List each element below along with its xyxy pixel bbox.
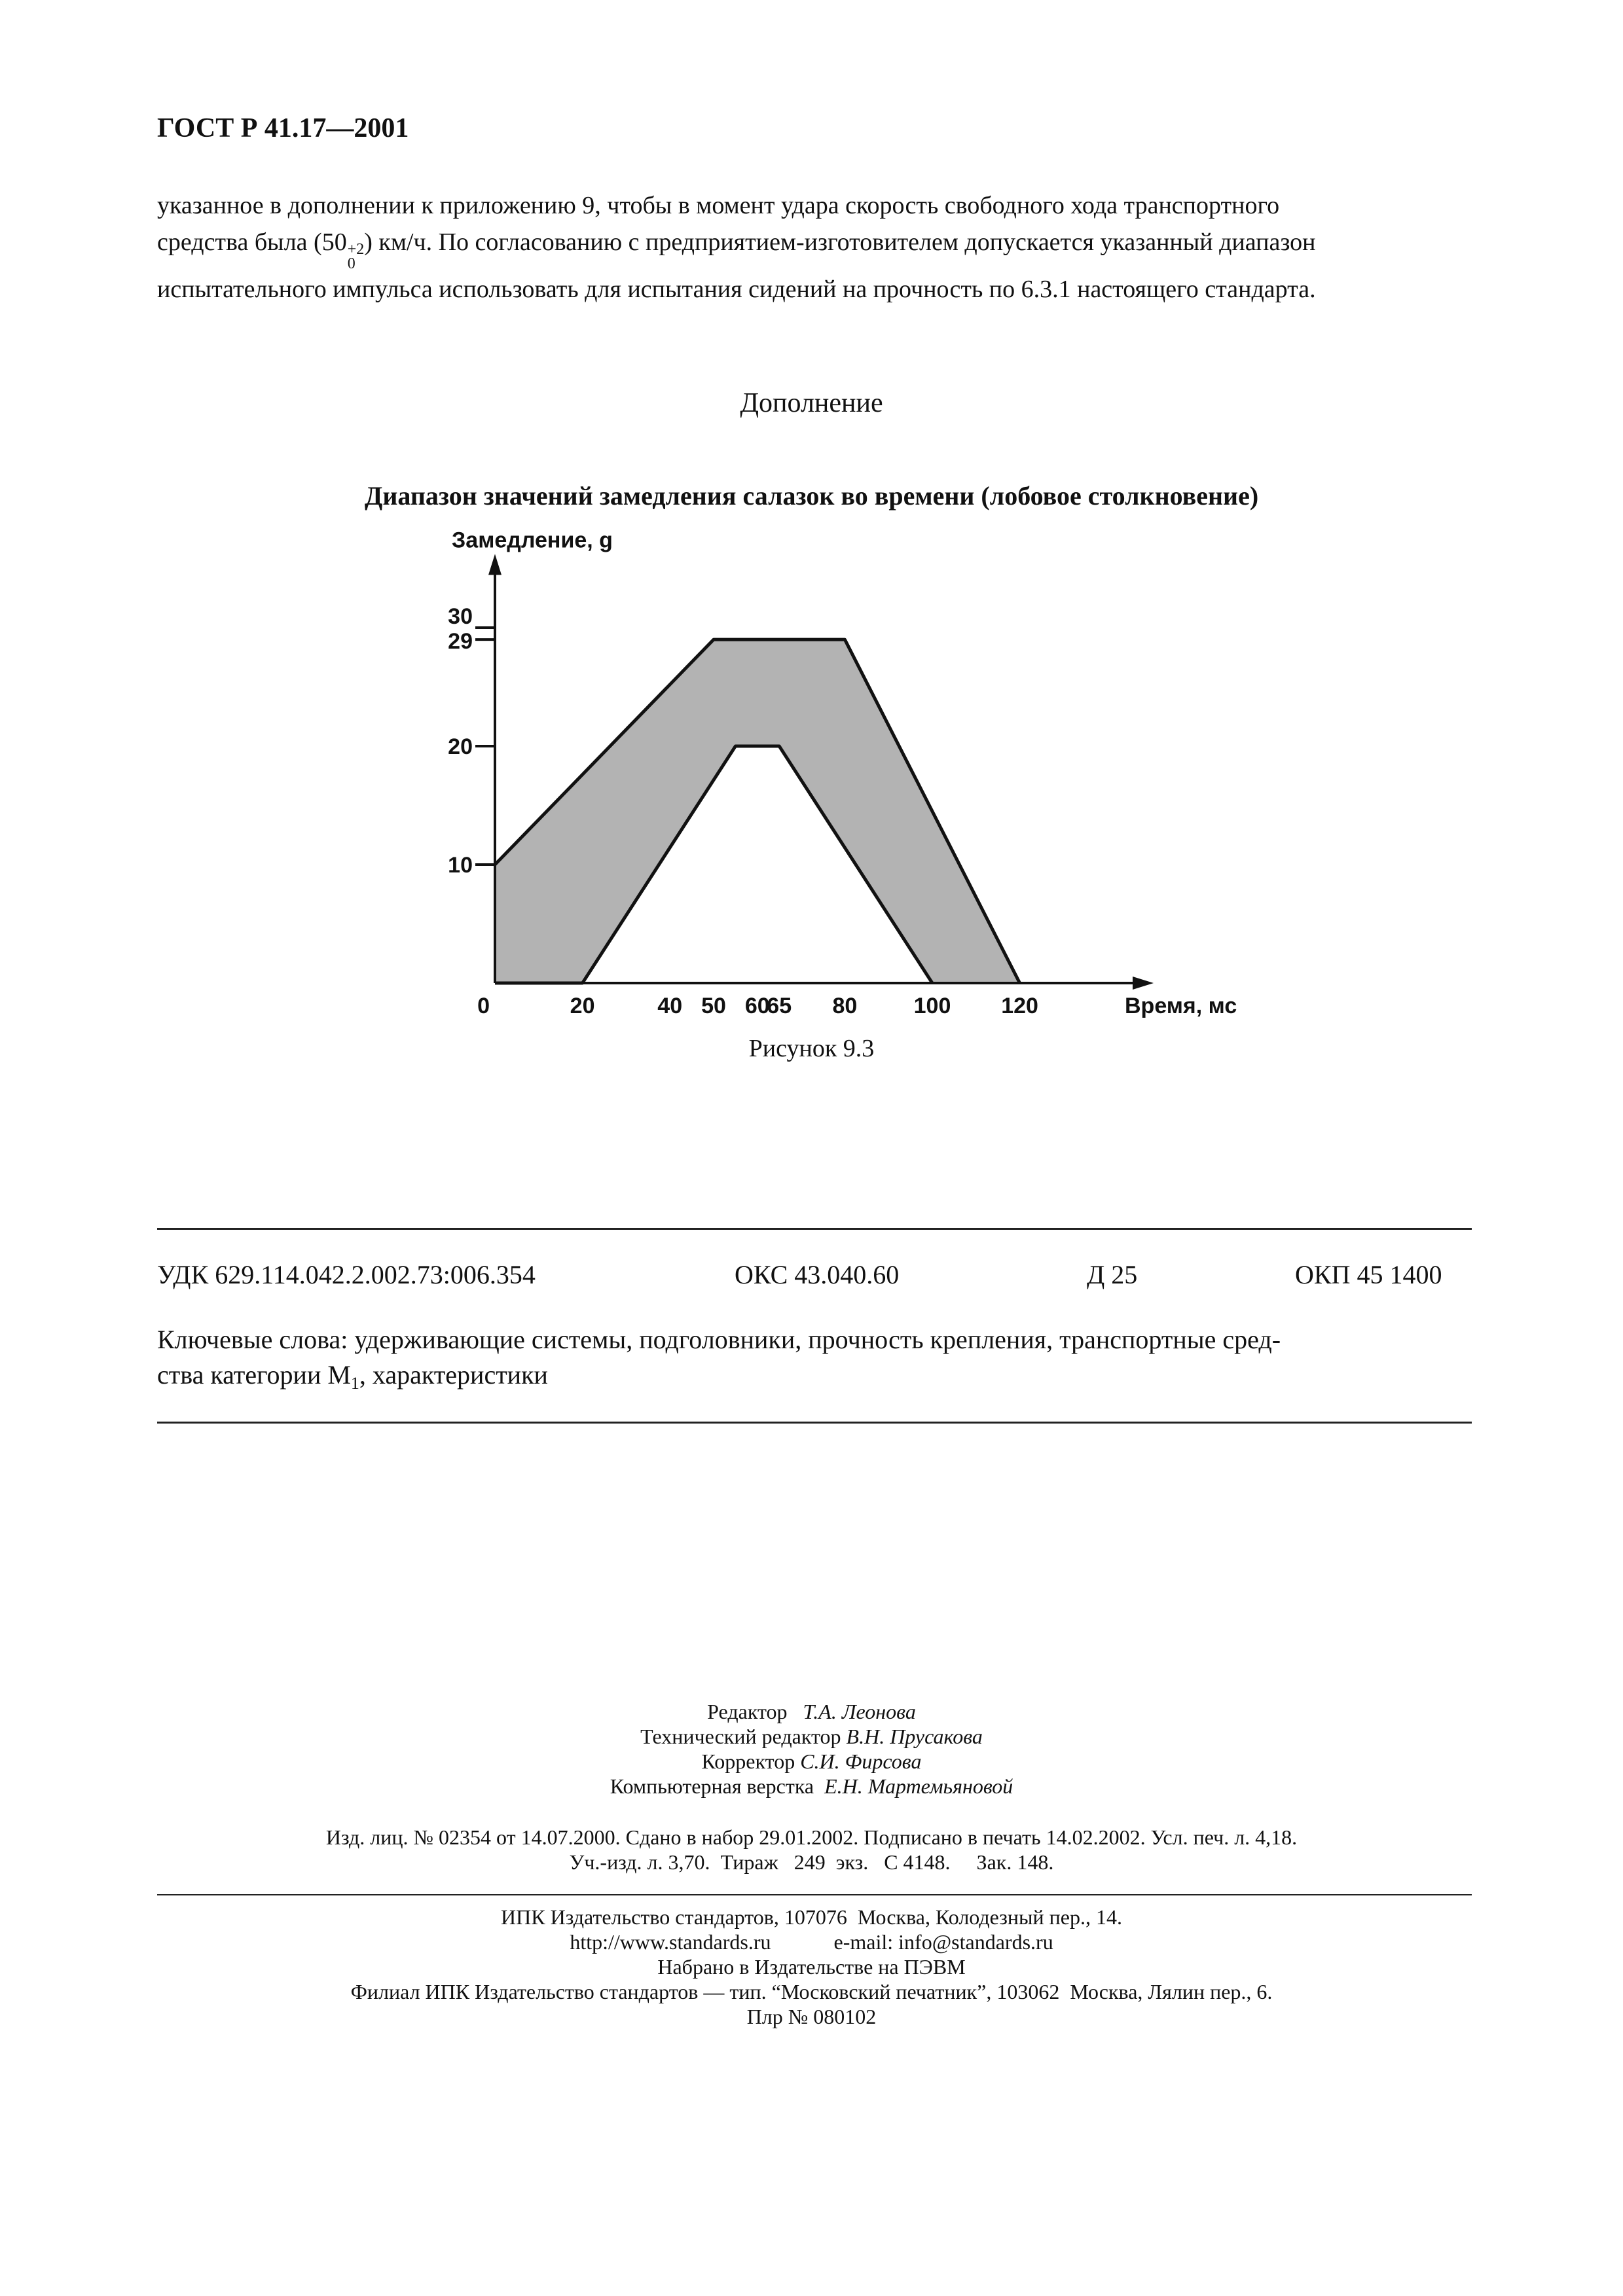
x-tick-label: 80 (832, 994, 858, 1018)
publisher-line-1: ИПК Издательство стандартов, 107076 Москва, Колодезный пер., 14. (501, 1905, 1122, 1929)
credit-tech-editor (0, 1724, 1623, 1749)
credit-editor-name: Т.А. Леонова (803, 1700, 916, 1723)
publisher-block (0, 1905, 1623, 2029)
okp-code: ОКП 45 1400 (1295, 1260, 1442, 1289)
divider-bottom (157, 1422, 1472, 1424)
imprint-line-2: Уч.-изд. л. 3,70. Тираж 249 экз. С 4148. Зак. 148. (569, 1850, 1054, 1874)
y-tick-label: 29 (448, 629, 473, 655)
imprint-line-1: Изд. лиц. № 02354 от 14.07.2000. Сдано в набор 29.01.2002. Подписано в печать 14.02.2002. Усл. печ. л. 4,18. (325, 1825, 1298, 1849)
oks-code: ОКС 43.040.60 (735, 1260, 900, 1289)
paragraph-line-2-end: ) км/ч. По согласованию с предприятием-изготовителем допускается указанный диапазон (364, 228, 1316, 256)
x-tick-label: 40 (657, 994, 683, 1018)
x-axis-arrow (1133, 977, 1154, 990)
figure-caption: Рисунок 9.3 (748, 1035, 875, 1062)
publisher-line-2: http://www.standards.ru e-mail: info@standards.ru (570, 1930, 1053, 1954)
tolerance-upper: +2 (347, 241, 365, 258)
x-tick-label: 60 (744, 994, 770, 1018)
credits-block (0, 1699, 1623, 1799)
x-tick-label: 50 (701, 994, 726, 1018)
paragraph-line-1: указанное в дополнении к приложению 9, чтобы в момент удара скорость свободного хода транспортного (157, 192, 1280, 219)
keywords (157, 1322, 1472, 1401)
credit-layout-label: Компьютерная верстка (610, 1774, 814, 1798)
publisher-line-3: Набрано в Издательстве на ПЭВМ (657, 1955, 966, 1979)
x-axis-title: Время, мс (1125, 994, 1237, 1018)
keywords-line-2-start: ства категории М (157, 1360, 351, 1390)
credit-editor (0, 1699, 1623, 1724)
credit-layout-name: Е.Н. Мартемьяновой (824, 1774, 1013, 1798)
credit-corrector-label: Корректор (701, 1749, 795, 1773)
publisher-line-4: Филиал ИПК Издательство стандартов — тип. “Московский печатник”, 103062 Москва, Лялин пер., 6. (350, 1980, 1273, 2003)
deceleration-chart (0, 0, 1623, 1034)
y-tick-group (448, 604, 495, 878)
figure-title: Диапазон значений замедления салазок во времени (лобовое столкновение) (364, 481, 1259, 511)
paragraph-line-2-start: средства была (50 (157, 228, 347, 256)
credit-corrector (0, 1749, 1623, 1774)
divider-imprint (157, 1894, 1472, 1895)
keywords-line-2-end: , характеристики (359, 1360, 548, 1390)
y-axis-title: Замедление, g (452, 528, 613, 553)
tolerance-lower: 0 (347, 255, 356, 272)
d-code: Д 25 (1087, 1260, 1138, 1289)
keywords-line-1: Ключевые слова: удерживающие системы, подголовники, прочность крепления, транспортные сред- (157, 1325, 1281, 1354)
credit-tech-label: Технический редактор (640, 1725, 841, 1748)
x-tick-group (477, 994, 1038, 1018)
credit-layout (0, 1774, 1623, 1799)
appendix-heading: Дополнение (740, 388, 883, 418)
document-id-header: ГОСТ Р 41.17—2001 (157, 113, 409, 143)
credit-corrector-name: С.И. Фирсова (800, 1749, 922, 1773)
x-tick-label: 0 (477, 994, 490, 1018)
x-tick-label: 20 (570, 994, 595, 1018)
deceleration-band-area (495, 639, 1020, 983)
x-tick-label: 65 (767, 994, 792, 1018)
y-tick-label: 20 (448, 734, 473, 759)
y-tick-label: 30 (448, 604, 473, 629)
udk-code: УДК 629.114.042.2.002.73:006.354 (157, 1260, 536, 1289)
publisher-line-5: Плр № 080102 (746, 2005, 877, 2028)
credit-tech-name: В.Н. Прусакова (846, 1725, 983, 1748)
x-tick-label: 120 (1001, 994, 1038, 1018)
divider-top (157, 1228, 1472, 1230)
paragraph-line-3: испытательного импульса использовать для испытания сидений на прочность по 6.3.1 настоящего стандарта. (157, 276, 1316, 303)
keywords-subscript: 1 (350, 1374, 359, 1393)
credit-editor-label: Редактор (707, 1700, 788, 1723)
y-axis-arrow (488, 554, 501, 575)
x-tick-label: 100 (913, 994, 951, 1018)
y-tick-label: 10 (448, 853, 473, 878)
imprint-block (0, 1825, 1623, 1874)
keywords-line-2 (157, 1357, 1472, 1401)
